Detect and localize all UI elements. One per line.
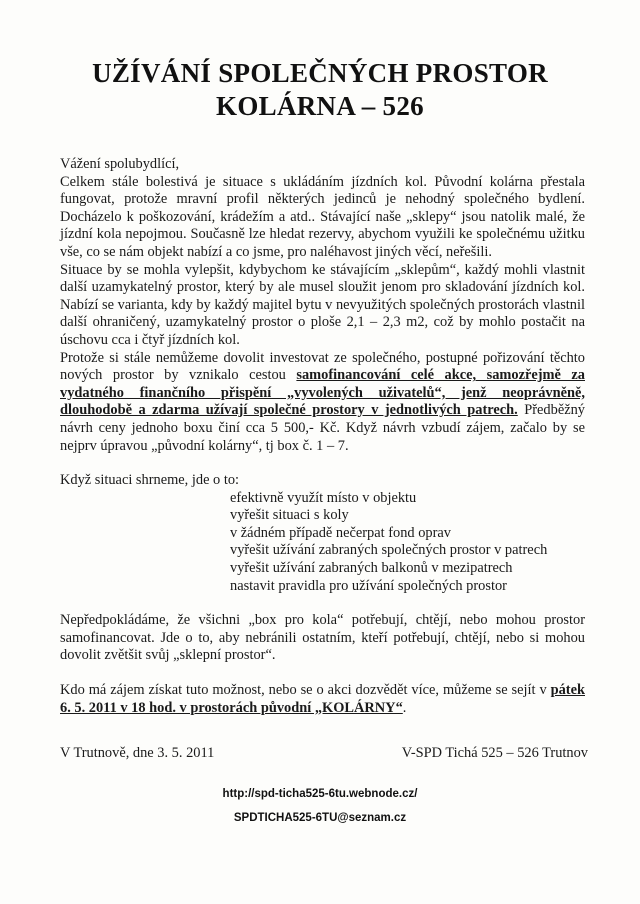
goal-item: vyřešit užívání zabraných balkonů v mezipatrech — [230, 560, 513, 577]
goal-item: vyřešit situaci s koly — [230, 507, 349, 524]
document-subtitle: KOLÁRNA – 526 — [216, 91, 424, 121]
email-address[interactable]: SPDTICHA525-6TU@seznam.cz — [233, 812, 407, 824]
summary-intro: Když situaci shrneme, jde o to: — [60, 472, 240, 489]
signature: V-SPD Tichá 525 – 526 Trutnov — [401, 745, 588, 761]
paragraph-3 — [60, 350, 585, 456]
goal-item: nastavit pravidla pro užívání společných prostor — [230, 577, 507, 594]
goal-item: efektivně využít místo v objektu — [230, 489, 417, 506]
letter-body — [60, 156, 585, 717]
goal-item: v žádném případě nečerpat fond oprav — [230, 524, 451, 541]
paragraph-3-start: Protože si stále nemůžeme dovolit investovat ze společného, postupné pořizování těchto nových prostor by vznikalo cestou — [60, 349, 585, 384]
goals-list — [230, 490, 585, 596]
paragraph-3-end: Předběžný návrh ceny jednoho boxu činí cca 5 500,- Kč. Když návrh vzbudí zájem, začalo by se nejprv úpravou „původní kolárny“, tj box č. 1 – 7. — [60, 402, 585, 454]
paragraph-1: Celkem stále bolestivá je situace s ukládáním jízdních kol. Původní kolárna přestala fungovat, protože mravní profil některých jedinců je nehodný společného bydlení. Docházelo k poškozování, krádežím a atd.. Stávající naše „sklepy“ jsou natolik malé, že jízdní kola nepojmou. Současně lze hledat rezervy, abychom využili ke společnému užitku vše, co se nám objekt nabízí a co jsme, pro naléhavost jiných věcí, neřešili. — [60, 173, 585, 260]
paragraph-5-start: Kdo má zájem získat tuto možnost, nebo se o akci dozvědět více, můžeme se sejít v — [60, 682, 551, 699]
paragraph-2: Situace by se mohla vylepšit, kdybychom ke stávajícím „sklepům“, každý mohli vlastnit další uzamykatelný prostor, který by ale musel sloužit jenom pro skladování jízdních kol. Nabízí se varianta, kdy by každý majitel bytu v nevyužitých společných prostorách vlastnil další ohraničený, uzamykatelný prostor o ploše 2,1 – 2,3 m2, což by mohlo postačit na úschovu cca i čtyř jízdních kol. — [60, 261, 585, 348]
place-date: V Trutnově, dne 3. 5. 2011 — [60, 745, 215, 761]
signature-row — [60, 745, 588, 762]
goal-item: vyřešit užívání zabraných společných prostor v patrech — [230, 542, 548, 559]
paragraph-4: Nepředpokládáme, že všichni „box pro kola“ potřebují, chtějí, nebo mohou prostor samofinancovat. Jde o to, aby nebránili ostatním, kteří potřebují, chtějí, nebo si mohou dovolit zvětšit svůj „sklepní prostor“. — [60, 612, 585, 664]
document-title: UŽÍVÁNÍ SPOLEČNÝCH PROSTOR — [92, 58, 548, 88]
paragraph-5-end: . — [402, 699, 407, 716]
paragraph-5 — [60, 682, 585, 717]
paragraph-3-emphasis: samofinancování celé akce, samozřejmě za vydatného finančního přispění „vyvolených uživatelů“, jenž neoprávněně, dlouhodobě a zdarma užívají společné prostory v jednotlivých patrech. — [60, 367, 585, 419]
greeting: Vážení spolubydlící, — [60, 156, 180, 172]
meeting-date: pátek 6. 5. 2011 v 18 hod. v prostorách původní „KOLÁRNY“ — [60, 682, 585, 716]
website-link[interactable]: http://spd-ticha525-6tu.webnode.cz/ — [222, 788, 418, 800]
